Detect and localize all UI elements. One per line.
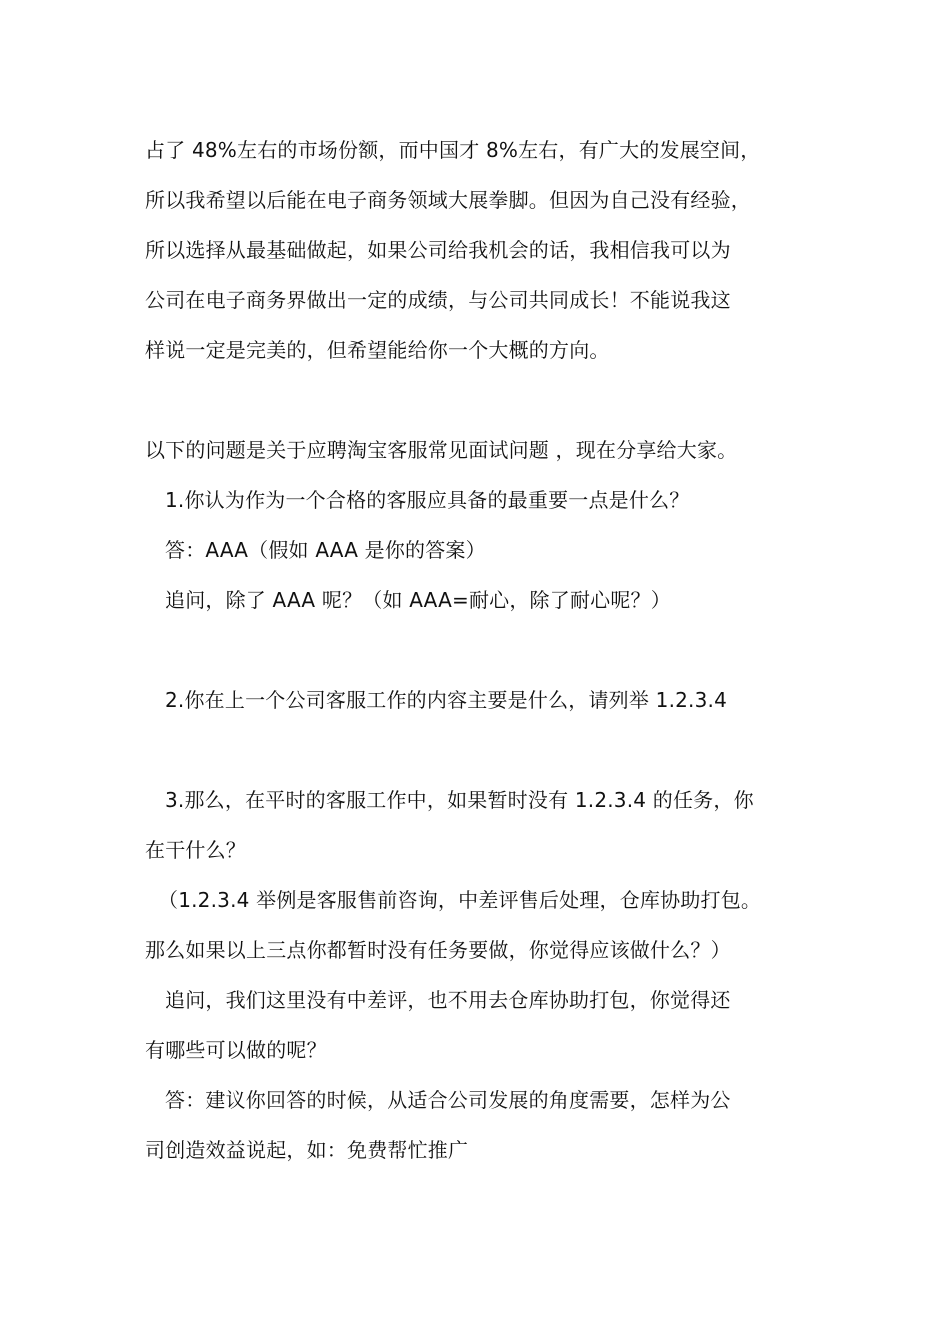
question-2: 2.你在上一个公司客服工作的内容主要是什么，请列举 1.2.3.4 [165,688,728,712]
answer-3-line-1: 答：建议你回答的时候，从适合公司发展的角度需要，怎样为公 [165,1088,731,1112]
note-3-line-1: （1.2.3.4 举例是客服售前咨询，中差评售后处理，仓库协助打包。 [158,888,762,912]
answer-3-line-2: 司创造效益说起，如：免费帮忙推广 [145,1138,469,1162]
paragraph-line-4: 公司在电子商务界做出一定的成绩，与公司共同成长！不能说我这 [145,288,731,312]
followup-3-line-2: 有哪些可以做的呢？ [145,1038,327,1062]
intro-line: 以下的问题是关于应聘淘宝客服常见面试问题 ，现在分享给大家。 [145,438,738,462]
followup-1: 追问，除了 AAA 呢？（如 AAA=耐心，除了耐心呢？） [165,588,671,612]
question-3-line-2: 在干什么？ [145,838,246,862]
followup-3-line-1: 追问，我们这里没有中差评，也不用去仓库协助打包，你觉得还 [165,988,731,1012]
paragraph-line-5: 样说一定是完美的，但希望能给你一个大概的方向。 [145,338,610,362]
question-1: 1.你认为作为一个合格的客服应具备的最重要一点是什么？ [165,488,690,512]
note-3-line-2: 那么如果以上三点你都暂时没有任务要做，你觉得应该做什么？） [145,938,731,962]
paragraph-line-1: 占了 48%左右的市场份额，而中国才 8%左右，有广大的发展空间， [145,138,761,162]
answer-1: 答：AAA（假如 AAA 是你的答案） [165,538,486,562]
paragraph-line-2: 所以我希望以后能在电子商务领域大展拳脚。但因为自己没有经验， [145,188,751,212]
paragraph-line-3: 所以选择从最基础做起，如果公司给我机会的话，我相信我可以为 [145,238,731,262]
question-3-line-1: 3.那么，在平时的客服工作中，如果暂时没有 1.2.3.4 的任务，你 [165,788,754,812]
